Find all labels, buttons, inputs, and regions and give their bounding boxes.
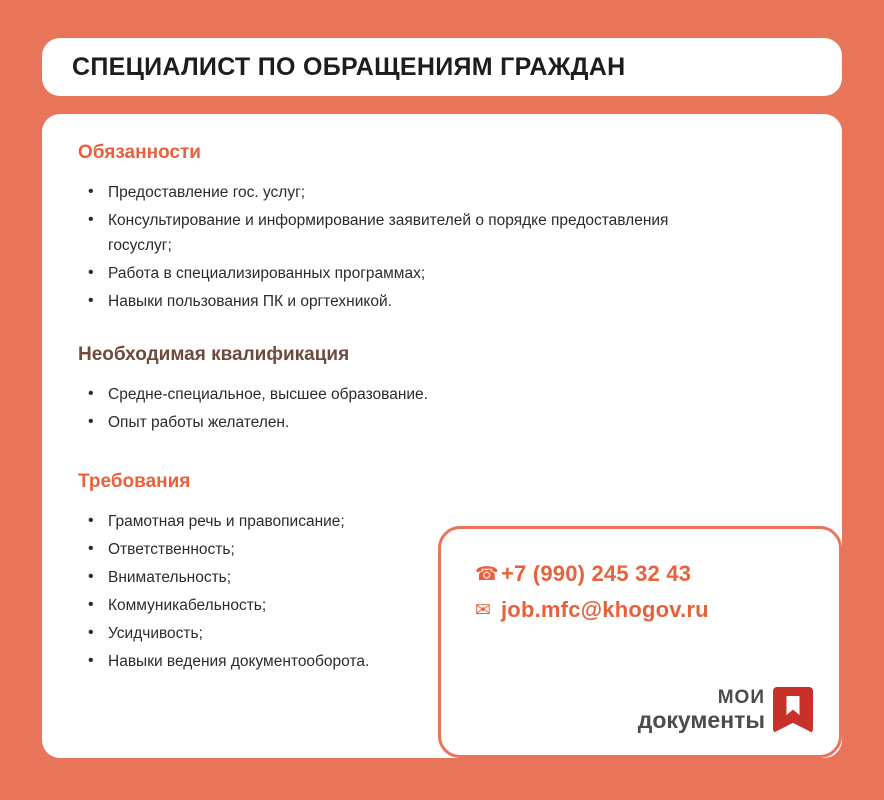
contact-email[interactable] [475, 597, 811, 623]
list-item: • Средне-специальное, высшее образование. [78, 382, 708, 407]
list-item: • Коммуникабельность; [78, 593, 708, 618]
logo-line-1: МОИ [717, 687, 765, 708]
section-qualification [78, 344, 806, 435]
phone-icon: ☎ [475, 563, 499, 585]
list-item: • Внимательность; [78, 565, 708, 590]
duties-list [78, 180, 806, 314]
section-duties [78, 142, 806, 314]
title-card [42, 38, 842, 96]
mfc-shield-icon [773, 687, 813, 733]
email-address: job.mfc@khogov.ru [501, 597, 709, 622]
list-item: • Ответственность; [78, 537, 708, 562]
phone-number: +7 (990) 245 32 43 [501, 561, 692, 586]
logo-text [638, 688, 765, 732]
list-item: • Грамотная речь и правописание; [78, 509, 708, 534]
list-item: • Работа в специализированных программах; [78, 261, 708, 286]
mfc-logo [638, 687, 813, 733]
envelope-icon: ✉ [475, 599, 491, 621]
list-item: • Навыки пользования ПК и оргтехникой. [78, 289, 708, 314]
list-item: • Навыки ведения документооборота. [78, 649, 708, 674]
qualification-list [78, 382, 806, 435]
list-item: • Усидчивость; [78, 621, 708, 646]
section-heading: Обязанности [78, 142, 201, 163]
list-item: • Опыт работы желателен. [78, 410, 708, 435]
logo-line-2: документы [637, 707, 765, 733]
page-title: СПЕЦИАЛИСТ ПО ОБРАЩЕНИЯМ ГРАЖДАН [72, 52, 626, 81]
list-item: • Консультирование и информирование заявителей о порядке предоставления госуслуг; [78, 208, 708, 258]
content-card [42, 114, 842, 758]
contact-phone[interactable] [475, 561, 811, 587]
section-heading: Требования [78, 471, 191, 492]
contact-card [438, 526, 842, 758]
section-heading: Необходимая квалификация [78, 344, 350, 365]
list-item: • Предоставление гос. услуг; [78, 180, 708, 205]
